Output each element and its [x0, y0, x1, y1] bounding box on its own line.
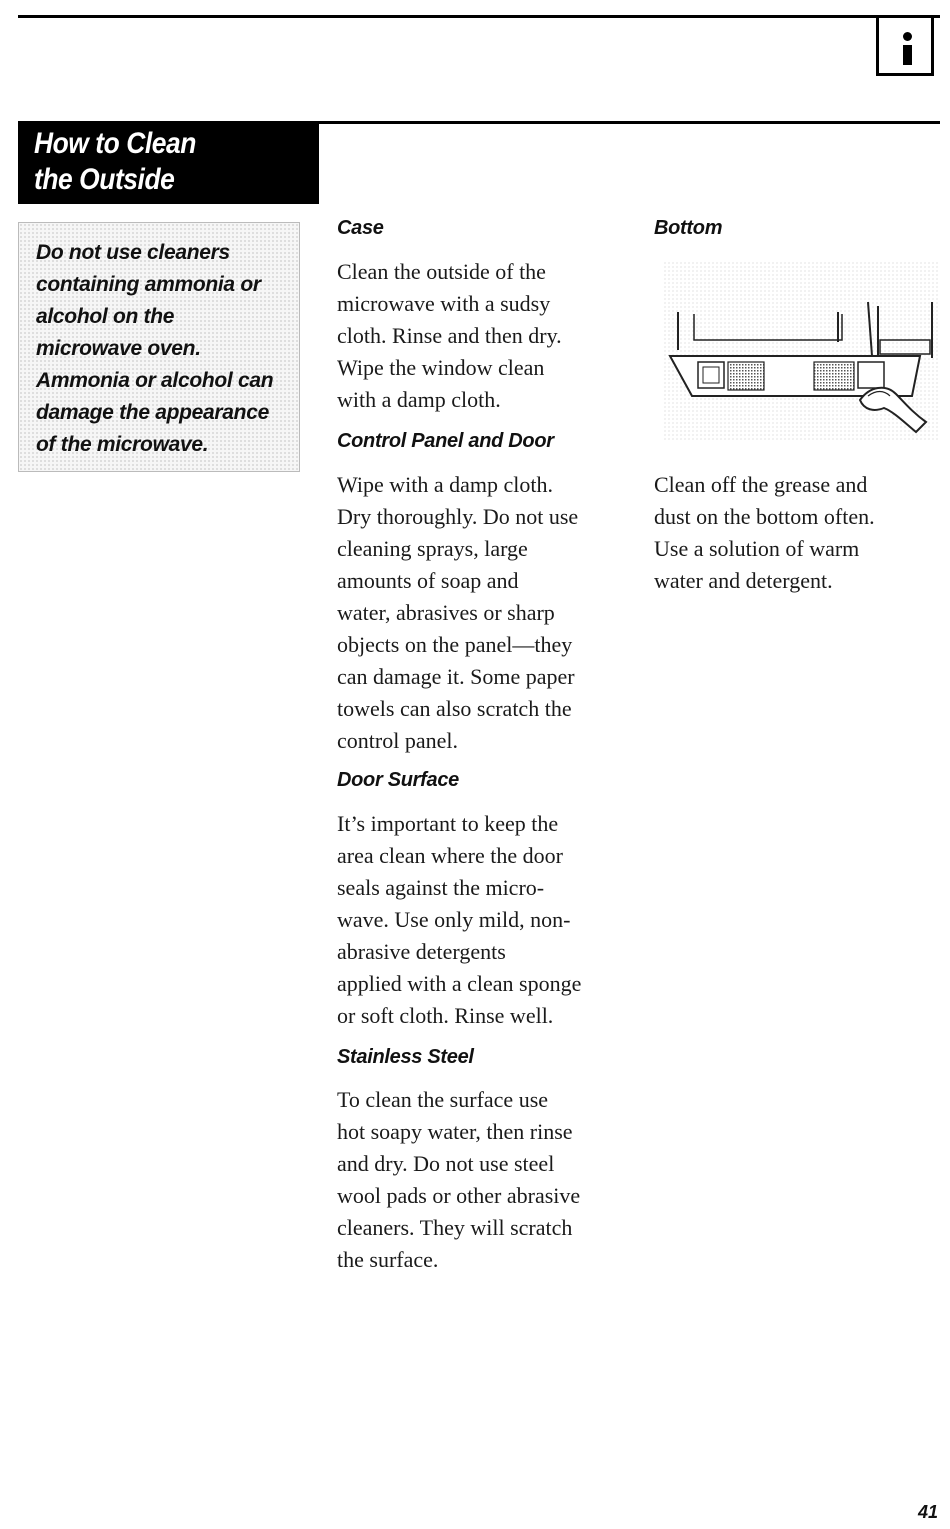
- text-line: seals against the micro-: [337, 875, 545, 900]
- section-title-line-1: How to Clean: [34, 127, 196, 160]
- text-line: hot soapy water, then rinse: [337, 1119, 573, 1144]
- page-number: 41: [917, 1502, 938, 1522]
- text-line: can damage it. Some paper: [337, 664, 575, 689]
- case-text: [337, 256, 637, 416]
- warning-line: microwave oven.: [36, 337, 201, 360]
- warning-line: Do not use cleaners: [36, 241, 230, 264]
- warning-line: of the microwave.: [36, 433, 209, 456]
- warning-line: damage the appearance: [36, 401, 269, 424]
- text-line: water and detergent.: [654, 568, 833, 593]
- text-line: towels can also scratch the: [337, 696, 572, 721]
- door-surface-text: [337, 808, 637, 1032]
- text-line: Clean the outside of the: [337, 259, 546, 284]
- warning-line: alcohol on the: [36, 305, 175, 328]
- warning-line: Ammonia or alcohol can: [36, 369, 274, 392]
- text-line: area clean where the door: [337, 843, 563, 868]
- text-line: To clean the surface use: [337, 1087, 549, 1112]
- text-line: cleaning sprays, large: [337, 536, 528, 561]
- control-panel-text: [337, 469, 637, 757]
- text-line: Use a solution of warm: [654, 536, 860, 561]
- text-line: and dry. Do not use steel: [337, 1151, 555, 1176]
- text-line: microwave with a sudsy: [337, 291, 551, 316]
- text-line: with a damp cloth.: [337, 387, 501, 412]
- text-line: the surface.: [337, 1247, 439, 1272]
- warning-box: [18, 222, 300, 472]
- door-surface-heading: Door Surface: [337, 769, 459, 791]
- info-icon: [876, 18, 934, 76]
- text-line: amounts of soap and: [337, 568, 519, 593]
- text-line: It’s important to keep the: [337, 811, 559, 836]
- text-line: wool pads or other abrasive: [337, 1183, 581, 1208]
- text-line: Clean off the grease and: [654, 472, 868, 497]
- text-line: Dry thoroughly. Do not use: [337, 504, 579, 529]
- top-rule: [18, 15, 940, 18]
- text-line: or soft cloth. Rinse well.: [337, 1003, 554, 1028]
- text-line: cleaners. They will scratch: [337, 1215, 573, 1240]
- microwave-bottom-illustration: [664, 262, 938, 440]
- info-icon-bar: [903, 45, 912, 65]
- stainless-steel-heading: Stainless Steel: [337, 1046, 474, 1068]
- text-line: Wipe with a damp cloth.: [337, 472, 554, 497]
- text-line: water, abrasives or sharp: [337, 600, 555, 625]
- section-title: [18, 121, 319, 204]
- text-line: Wipe the window clean: [337, 355, 545, 380]
- text-line: cloth. Rinse and then dry.: [337, 323, 562, 348]
- text-line: abrasive detergents: [337, 939, 506, 964]
- case-heading: Case: [337, 217, 384, 239]
- text-line: dust on the bottom often.: [654, 504, 875, 529]
- text-line: objects on the panel—they: [337, 632, 573, 657]
- warning-line: containing ammonia or: [36, 273, 261, 296]
- stainless-steel-text: [337, 1084, 637, 1276]
- bottom-heading: Bottom: [654, 217, 723, 239]
- text-line: control panel.: [337, 728, 458, 753]
- info-icon-dot: [903, 32, 912, 41]
- text-line: applied with a clean sponge: [337, 971, 582, 996]
- text-line: wave. Use only mild, non-: [337, 907, 571, 932]
- control-panel-heading: Control Panel and Door: [337, 430, 554, 452]
- bottom-text: [654, 469, 944, 597]
- section-title-line-2: the Outside: [34, 163, 175, 196]
